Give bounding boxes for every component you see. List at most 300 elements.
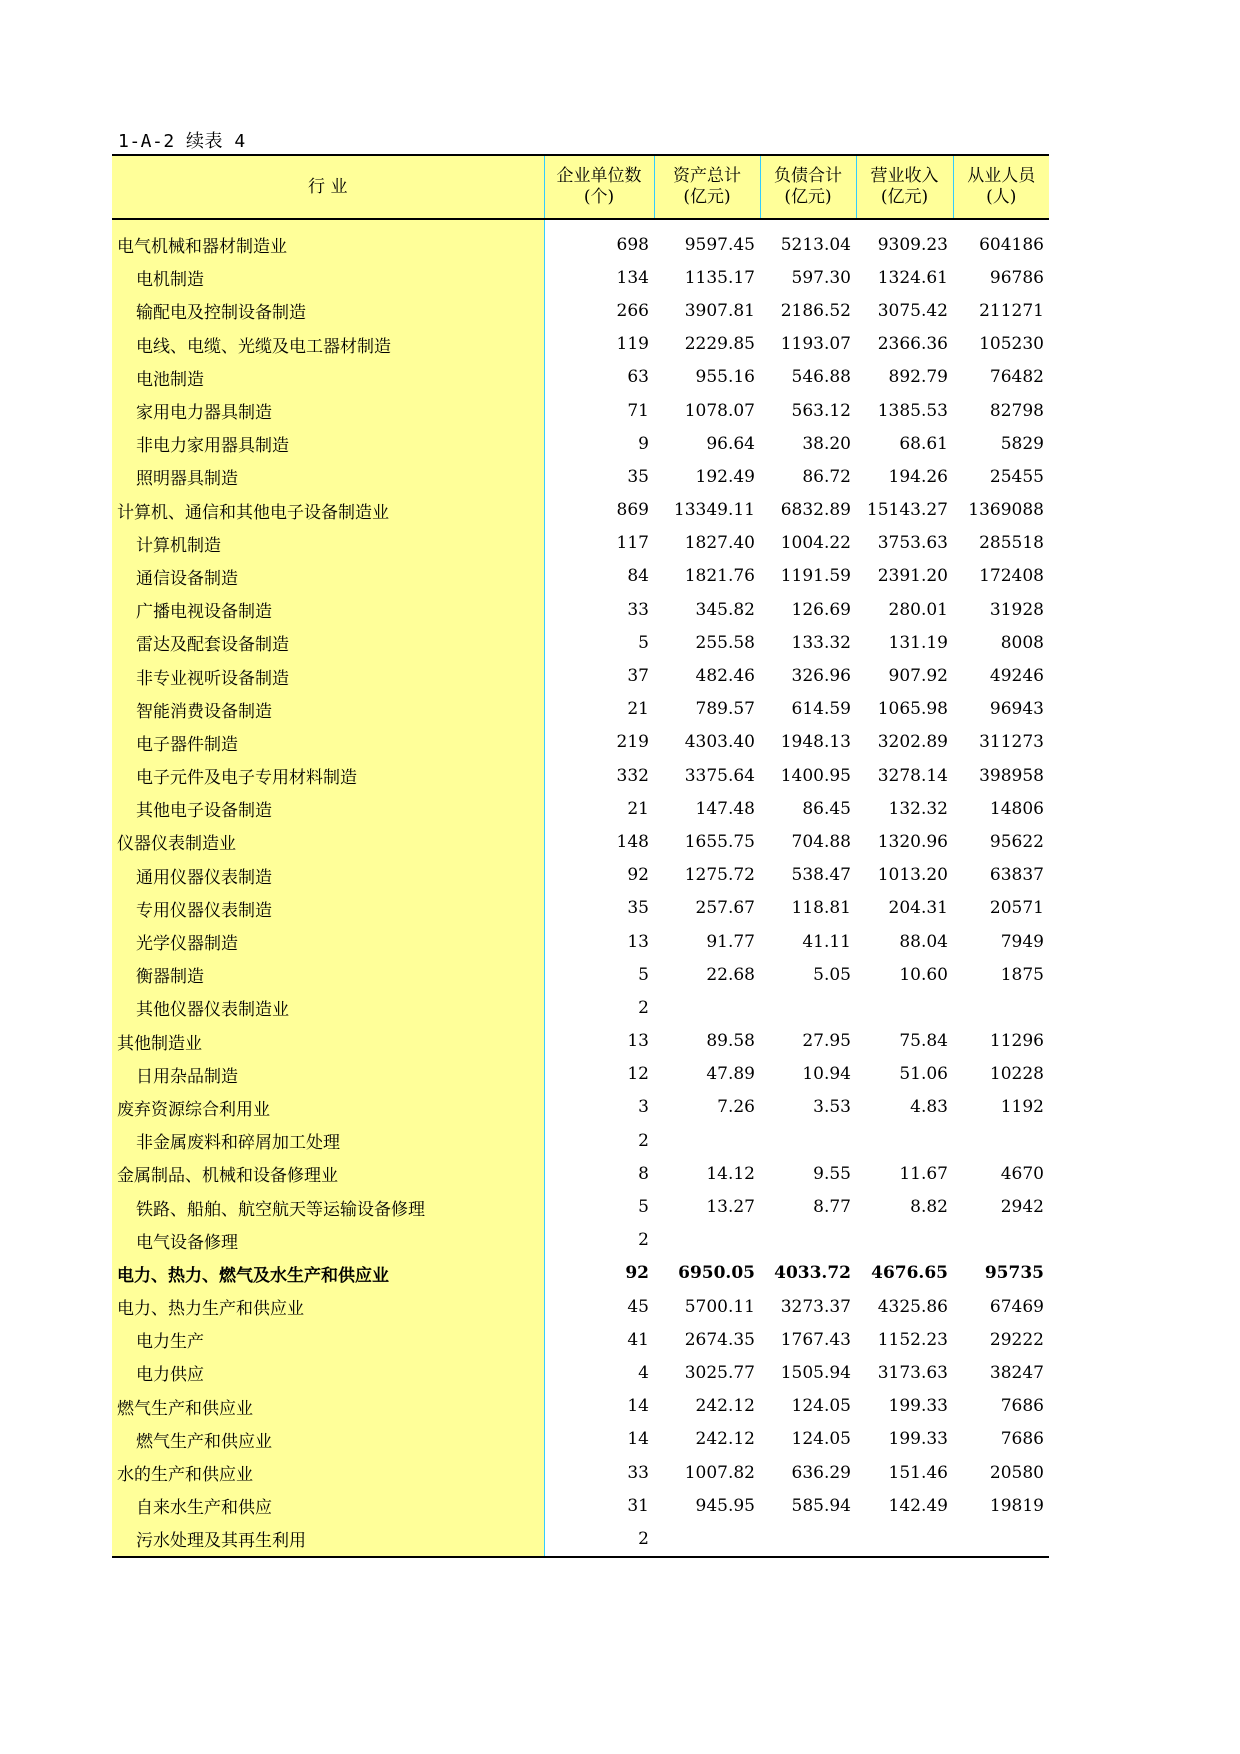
- employees-cell: 31928: [989, 599, 1044, 620]
- enterprise-count-cell: 35: [627, 466, 649, 487]
- total-assets-cell: 91.77: [706, 931, 755, 952]
- total-assets-cell: 257.67: [695, 898, 755, 919]
- employees-cell: 7686: [1000, 1396, 1044, 1417]
- employees-cell: 7949: [1000, 931, 1044, 952]
- total-liabilities-cell: 326.96: [791, 666, 851, 687]
- total-liabilities-cell: 3.53: [813, 1097, 851, 1118]
- enterprise-count-cell: 869: [616, 500, 649, 521]
- employees-cell: 7686: [1000, 1429, 1044, 1450]
- table-row: [112, 693, 1049, 726]
- total-liabilities-cell: 1400.95: [780, 765, 851, 786]
- table-row: [112, 460, 1049, 493]
- industry-name-cell: 其他电子设备制造: [112, 792, 544, 825]
- employees-cell: 96786: [989, 267, 1044, 288]
- industry-name-cell: 燃气生产和供应业: [112, 1390, 544, 1423]
- enterprise-count-cell: 9: [638, 433, 649, 454]
- total-liabilities-cell: 5.05: [813, 964, 851, 985]
- table-row: [112, 1257, 1049, 1290]
- industry-name-cell: 电池制造: [112, 361, 544, 394]
- table-row: [112, 1489, 1049, 1522]
- industry-name-cell: 燃气生产和供应业: [112, 1423, 544, 1456]
- employees-cell: 604186: [979, 234, 1044, 255]
- employees-cell: 20571: [989, 898, 1044, 919]
- total-assets-cell: 1655.75: [684, 831, 755, 852]
- total-assets-cell: 482.46: [695, 666, 755, 687]
- total-liabilities-cell: 1191.59: [780, 566, 851, 587]
- industry-name-cell: 金属制品、机械和设备修理业: [112, 1157, 544, 1190]
- table-row: [112, 1423, 1049, 1456]
- header-total-assets: [654, 155, 760, 219]
- total-liabilities-cell: 27.95: [802, 1031, 851, 1052]
- enterprise-count-cell: 71: [627, 400, 649, 421]
- employees-cell: 5829: [1000, 433, 1044, 454]
- industry-name-cell: 输配电及控制设备制造: [112, 294, 544, 327]
- employees-cell: 95622: [989, 831, 1044, 852]
- operating-revenue-cell: 199.33: [888, 1396, 948, 1417]
- industry-name-cell: 广播电视设备制造: [112, 593, 544, 626]
- total-assets-cell: 96.64: [706, 433, 755, 454]
- employees-cell: [953, 1224, 1049, 1257]
- industry-name-cell: 衡器制造: [112, 958, 544, 991]
- table-row: [112, 759, 1049, 792]
- enterprise-count-cell: 117: [616, 533, 649, 554]
- header-employees-label: 从业人员: [967, 166, 1036, 186]
- industry-name-cell: 光学仪器制造: [112, 925, 544, 958]
- total-liabilities-cell: 636.29: [791, 1462, 851, 1483]
- total-liabilities-cell: 10.94: [802, 1064, 851, 1085]
- table-row: [112, 1058, 1049, 1091]
- operating-revenue-cell: 68.61: [899, 433, 948, 454]
- total-assets-cell: [654, 1522, 760, 1556]
- operating-revenue-cell: 4325.86: [877, 1296, 948, 1317]
- operating-revenue-cell: 280.01: [888, 599, 948, 620]
- spacer-cell: [112, 219, 544, 228]
- operating-revenue-cell: 1152.23: [877, 1329, 948, 1350]
- total-liabilities-cell: 597.30: [791, 267, 851, 288]
- header-operating-revenue: [856, 155, 953, 219]
- enterprise-count-cell: 5: [638, 1197, 649, 1218]
- total-assets-cell: [654, 1124, 760, 1157]
- table-row: [112, 1390, 1049, 1423]
- total-liabilities-cell: 5213.04: [780, 234, 851, 255]
- operating-revenue-cell: 4.83: [910, 1097, 948, 1118]
- operating-revenue-cell: 9309.23: [877, 234, 948, 255]
- header-enterprise-count-label: 企业单位数: [556, 166, 642, 186]
- enterprise-count-cell: 41: [627, 1329, 649, 1350]
- total-assets-cell: 192.49: [695, 466, 755, 487]
- industry-name-cell: 非电力家用器具制造: [112, 427, 544, 460]
- enterprise-count-cell: 8: [638, 1163, 649, 1184]
- enterprise-count-cell: 21: [627, 798, 649, 819]
- industry-name-cell: 电线、电缆、光缆及电工器材制造: [112, 328, 544, 361]
- total-liabilities-cell: [760, 991, 856, 1024]
- operating-revenue-cell: 3173.63: [877, 1362, 948, 1383]
- total-liabilities-cell: 1505.94: [780, 1362, 851, 1383]
- employees-cell: 20580: [989, 1462, 1044, 1483]
- industry-name-cell: 日用杂品制造: [112, 1058, 544, 1091]
- enterprise-count-cell: 134: [616, 267, 649, 288]
- table-row: [112, 859, 1049, 892]
- employees-cell: 311273: [979, 732, 1044, 753]
- enterprise-count-cell: 92: [627, 865, 649, 886]
- operating-revenue-cell: 15143.27: [866, 500, 948, 521]
- employees-cell: 76482: [989, 367, 1044, 388]
- header-total-liabilities: [760, 155, 856, 219]
- total-liabilities-cell: 585.94: [791, 1495, 851, 1516]
- table-caption: 1-A-2 续表 4: [118, 131, 246, 152]
- total-liabilities-cell: [760, 1124, 856, 1157]
- employees-cell: 96943: [989, 699, 1044, 720]
- header-total-assets-label: 资产总计: [673, 166, 741, 186]
- employees-cell: 67469: [989, 1296, 1044, 1317]
- total-liabilities-cell: 124.05: [791, 1429, 851, 1450]
- enterprise-count-cell: 12: [627, 1064, 649, 1085]
- total-assets-cell: 242.12: [695, 1429, 755, 1450]
- operating-revenue-cell: 151.46: [888, 1462, 948, 1483]
- employees-cell: 82798: [989, 400, 1044, 421]
- operating-revenue-cell: 4676.65: [871, 1263, 948, 1284]
- enterprise-count-cell: 2: [638, 1130, 649, 1151]
- table-row: [112, 328, 1049, 361]
- operating-revenue-cell: 11.67: [899, 1163, 948, 1184]
- operating-revenue-cell: [856, 1124, 953, 1157]
- total-assets-cell: 47.89: [706, 1064, 755, 1085]
- total-liabilities-cell: 124.05: [791, 1396, 851, 1417]
- enterprise-count-cell: 5: [638, 632, 649, 653]
- enterprise-count-cell: 2: [544, 1522, 654, 1556]
- industry-name-cell: 电气设备修理: [112, 1224, 544, 1257]
- employees-cell: [953, 991, 1049, 1024]
- industry-name-cell: 其他制造业: [112, 1025, 544, 1058]
- total-assets-cell: 14.12: [706, 1163, 755, 1184]
- total-liabilities-cell: 1767.43: [780, 1329, 851, 1350]
- employees-cell: 1192: [1000, 1097, 1044, 1118]
- industry-name-cell: 仪器仪表制造业: [112, 825, 544, 858]
- total-assets-cell: 955.16: [695, 367, 755, 388]
- operating-revenue-cell: 132.32: [888, 798, 948, 819]
- enterprise-count-cell: 92: [625, 1263, 649, 1284]
- operating-revenue-cell: 3278.14: [877, 765, 948, 786]
- total-assets-cell: 147.48: [695, 798, 755, 819]
- total-assets-cell: 6950.05: [678, 1263, 755, 1284]
- table-body: [112, 219, 1049, 1557]
- employees-cell: 14806: [989, 798, 1044, 819]
- employees-cell: [953, 1522, 1049, 1556]
- table-header-row: [112, 155, 1049, 219]
- operating-revenue-cell: 2391.20: [877, 566, 948, 587]
- operating-revenue-cell: 3075.42: [877, 300, 948, 321]
- industry-name-cell: 计算机制造: [112, 527, 544, 560]
- enterprise-count-cell: 266: [616, 300, 649, 321]
- industry-name-cell: 专用仪器仪表制造: [112, 892, 544, 925]
- employees-cell: 172408: [979, 566, 1044, 587]
- table-row: [112, 361, 1049, 394]
- total-liabilities-cell: 538.47: [791, 865, 851, 886]
- industry-name-cell: 电力、热力生产和供应业: [112, 1290, 544, 1323]
- employees-cell: 105230: [979, 334, 1044, 355]
- industry-name-cell: 智能消费设备制造: [112, 693, 544, 726]
- employees-cell: 8008: [1000, 632, 1044, 653]
- industry-name-cell: 通用仪器仪表制造: [112, 859, 544, 892]
- total-liabilities-cell: 3273.37: [780, 1296, 851, 1317]
- table-row: [112, 726, 1049, 759]
- enterprise-count-cell: 84: [627, 566, 649, 587]
- total-liabilities-cell: 4033.72: [774, 1263, 851, 1284]
- total-liabilities-cell: 614.59: [791, 699, 851, 720]
- header-employees: [953, 155, 1049, 219]
- table-row: [112, 560, 1049, 593]
- total-liabilities-cell: [760, 1522, 856, 1556]
- total-liabilities-cell: 1193.07: [780, 334, 851, 355]
- table-row: [112, 892, 1049, 925]
- total-liabilities-cell: 563.12: [791, 400, 851, 421]
- operating-revenue-cell: 131.19: [888, 632, 948, 653]
- enterprise-count-cell: 21: [627, 699, 649, 720]
- industry-name-cell: 电力、热力、燃气及水生产和供应业: [112, 1257, 544, 1290]
- enterprise-count-cell: 33: [627, 599, 649, 620]
- industry-name-cell: 电子元件及电子专用材料制造: [112, 759, 544, 792]
- industry-name-cell: 电机制造: [112, 261, 544, 294]
- industry-name-cell: 照明器具制造: [112, 460, 544, 493]
- employees-cell: [953, 1124, 1049, 1157]
- industry-name-cell: 雷达及配套设备制造: [112, 626, 544, 659]
- employees-cell: 95735: [984, 1263, 1044, 1284]
- enterprise-count-cell: 332: [616, 765, 649, 786]
- industry-name-cell: 非专业视听设备制造: [112, 659, 544, 692]
- employees-cell: 29222: [989, 1329, 1044, 1350]
- total-assets-cell: 1007.82: [684, 1462, 755, 1483]
- table-row: [112, 1025, 1049, 1058]
- industry-name-cell: 电子器件制造: [112, 726, 544, 759]
- total-liabilities-cell: 86.72: [802, 466, 851, 487]
- employees-cell: 49246: [989, 666, 1044, 687]
- total-assets-cell: 13.27: [706, 1197, 755, 1218]
- table-row: [112, 527, 1049, 560]
- total-liabilities-cell: 546.88: [791, 367, 851, 388]
- employees-cell: 1369088: [968, 500, 1044, 521]
- enterprise-count-cell: 5: [638, 964, 649, 985]
- employees-cell: 4670: [1000, 1163, 1044, 1184]
- industry-name-cell: 铁路、船舶、航空航天等运输设备修理: [112, 1190, 544, 1223]
- employees-cell: 63837: [989, 865, 1044, 886]
- employees-cell: 10228: [989, 1064, 1044, 1085]
- employees-cell: 11296: [989, 1031, 1044, 1052]
- table-row: [112, 1124, 1049, 1157]
- operating-revenue-cell: 199.33: [888, 1429, 948, 1450]
- total-liabilities-cell: 2186.52: [780, 300, 851, 321]
- total-assets-cell: 1827.40: [684, 533, 755, 554]
- employees-cell: 1875: [1000, 964, 1044, 985]
- total-assets-cell: 1275.72: [684, 865, 755, 886]
- header-total-assets-unit: (亿元): [683, 187, 731, 207]
- operating-revenue-cell: 1324.61: [877, 267, 948, 288]
- total-assets-cell: 255.58: [695, 632, 755, 653]
- total-assets-cell: 789.57: [695, 699, 755, 720]
- total-assets-cell: 1821.76: [684, 566, 755, 587]
- enterprise-count-cell: 33: [627, 1462, 649, 1483]
- total-liabilities-cell: 86.45: [802, 798, 851, 819]
- total-liabilities-cell: 38.20: [802, 433, 851, 454]
- total-assets-cell: 7.26: [717, 1097, 755, 1118]
- operating-revenue-cell: 8.82: [910, 1197, 948, 1218]
- total-assets-cell: 3375.64: [684, 765, 755, 786]
- total-liabilities-cell: 6832.89: [780, 500, 851, 521]
- table-row: [112, 427, 1049, 460]
- total-assets-cell: 242.12: [695, 1396, 755, 1417]
- employees-cell: 2942: [1000, 1197, 1044, 1218]
- table-row: [112, 1157, 1049, 1190]
- operating-revenue-cell: [856, 991, 953, 1024]
- enterprise-count-cell: 31: [627, 1495, 649, 1516]
- table-row: [112, 792, 1049, 825]
- table-row: [112, 626, 1049, 659]
- industry-name-cell: 水的生产和供应业: [112, 1456, 544, 1489]
- total-assets-cell: 9597.45: [684, 234, 755, 255]
- employees-cell: 19819: [989, 1495, 1044, 1516]
- enterprise-count-cell: 2: [638, 1230, 649, 1251]
- header-total-liabilities-unit: (亿元): [784, 187, 832, 207]
- header-industry: 行 业: [112, 155, 544, 219]
- employees-cell: 398958: [979, 765, 1044, 786]
- industry-name-cell: 电力生产: [112, 1323, 544, 1356]
- operating-revenue-cell: 88.04: [899, 931, 948, 952]
- table-row: [112, 825, 1049, 858]
- total-liabilities-cell: 9.55: [813, 1163, 851, 1184]
- total-liabilities-cell: [760, 1224, 856, 1257]
- total-liabilities-cell: 1004.22: [780, 533, 851, 554]
- enterprise-count-cell: 35: [627, 898, 649, 919]
- total-assets-cell: 4303.40: [684, 732, 755, 753]
- table-row: [112, 1290, 1049, 1323]
- total-assets-cell: 2229.85: [684, 334, 755, 355]
- table-row: [112, 261, 1049, 294]
- header-operating-revenue-unit: (亿元): [880, 187, 929, 207]
- total-assets-cell: [654, 991, 760, 1024]
- total-liabilities-cell: 41.11: [802, 931, 851, 952]
- employees-cell: 25455: [989, 466, 1044, 487]
- total-assets-cell: 5700.11: [684, 1296, 755, 1317]
- total-assets-cell: 2674.35: [684, 1329, 755, 1350]
- total-assets-cell: 3025.77: [684, 1362, 755, 1383]
- operating-revenue-cell: [856, 1224, 953, 1257]
- table-spacer-row: [112, 219, 1049, 228]
- industry-name-cell: 电气机械和器材制造业: [112, 228, 544, 261]
- enterprise-count-cell: 3: [638, 1097, 649, 1118]
- operating-revenue-cell: 3202.89: [877, 732, 948, 753]
- employees-cell: 38247: [989, 1362, 1044, 1383]
- operating-revenue-cell: 3753.63: [877, 533, 948, 554]
- industry-name-cell: 其他仪器仪表制造业: [112, 991, 544, 1024]
- operating-revenue-cell: 1065.98: [877, 699, 948, 720]
- total-liabilities-cell: 8.77: [813, 1197, 851, 1218]
- header-operating-revenue-label: 营业收入: [870, 166, 939, 186]
- enterprise-count-cell: 14: [627, 1396, 649, 1417]
- operating-revenue-cell: 1385.53: [877, 400, 948, 421]
- operating-revenue-cell: 1320.96: [877, 831, 948, 852]
- industry-name-cell: 通信设备制造: [112, 560, 544, 593]
- operating-revenue-cell: 51.06: [899, 1064, 948, 1085]
- employees-cell: 211271: [979, 300, 1044, 321]
- enterprise-count-cell: 13: [627, 931, 649, 952]
- header-employees-unit: (人): [986, 187, 1017, 207]
- total-liabilities-cell: 126.69: [791, 599, 851, 620]
- table-row: [112, 1323, 1049, 1356]
- table-row: [112, 394, 1049, 427]
- table-row: [112, 1456, 1049, 1489]
- enterprise-count-cell: 148: [616, 831, 649, 852]
- table-row: [112, 294, 1049, 327]
- total-assets-cell: 13349.11: [673, 500, 755, 521]
- table-row: [112, 1091, 1049, 1124]
- enterprise-count-cell: 698: [616, 234, 649, 255]
- enterprise-count-cell: 13: [627, 1031, 649, 1052]
- total-liabilities-cell: 118.81: [791, 898, 851, 919]
- header-total-liabilities-label: 负债合计: [774, 166, 842, 186]
- table-row: [112, 1356, 1049, 1389]
- industry-name-cell: 家用电力器具制造: [112, 394, 544, 427]
- table-row: [112, 958, 1049, 991]
- table-row: [112, 925, 1049, 958]
- industry-name-cell: 计算机、通信和其他电子设备制造业: [112, 494, 544, 527]
- total-assets-cell: [654, 1224, 760, 1257]
- operating-revenue-cell: 194.26: [888, 466, 948, 487]
- industry-name-cell: 电力供应: [112, 1356, 544, 1389]
- enterprise-count-cell: 119: [616, 334, 649, 355]
- table-row: [112, 228, 1049, 261]
- table-row: [112, 659, 1049, 692]
- operating-revenue-cell: 2366.36: [877, 334, 948, 355]
- operating-revenue-cell: 907.92: [888, 666, 948, 687]
- operating-revenue-cell: 142.49: [888, 1495, 948, 1516]
- employees-cell: 285518: [979, 533, 1044, 554]
- enterprise-count-cell: 2: [638, 997, 649, 1018]
- enterprise-count-cell: 45: [627, 1296, 649, 1317]
- header-enterprise-count-unit: (个): [583, 187, 615, 207]
- operating-revenue-cell: 204.31: [888, 898, 948, 919]
- total-assets-cell: 945.95: [695, 1495, 755, 1516]
- operating-revenue-cell: 10.60: [899, 964, 948, 985]
- header-enterprise-count: [544, 155, 654, 219]
- enterprise-count-cell: 219: [616, 732, 649, 753]
- total-liabilities-cell: 133.32: [791, 632, 851, 653]
- total-assets-cell: 3907.81: [684, 300, 755, 321]
- industry-name-cell: 废弃资源综合利用业: [112, 1091, 544, 1124]
- industry-name-cell: 自来水生产和供应: [112, 1489, 544, 1522]
- table-row: [112, 1522, 1049, 1556]
- operating-revenue-cell: 892.79: [888, 367, 948, 388]
- total-assets-cell: 1078.07: [684, 400, 755, 421]
- enterprise-count-cell: 4: [638, 1362, 649, 1383]
- table-row: [112, 593, 1049, 626]
- table-row: [112, 494, 1049, 527]
- enterprise-count-cell: 14: [627, 1429, 649, 1450]
- table-row: [112, 1224, 1049, 1257]
- industry-name-cell: 污水处理及其再生利用: [112, 1522, 544, 1556]
- operating-revenue-cell: 75.84: [899, 1031, 948, 1052]
- industry-statistics-table: [112, 154, 1049, 1558]
- total-assets-cell: 22.68: [706, 964, 755, 985]
- total-assets-cell: 1135.17: [684, 267, 755, 288]
- table-row: [112, 991, 1049, 1024]
- operating-revenue-cell: 1013.20: [877, 865, 948, 886]
- spacer-cell: [544, 219, 1049, 228]
- total-liabilities-cell: 704.88: [791, 831, 851, 852]
- table-row: [112, 1190, 1049, 1223]
- industry-name-cell: 非金属废料和碎屑加工处理: [112, 1124, 544, 1157]
- operating-revenue-cell: [856, 1522, 953, 1556]
- enterprise-count-cell: 37: [627, 666, 649, 687]
- enterprise-count-cell: 63: [627, 367, 649, 388]
